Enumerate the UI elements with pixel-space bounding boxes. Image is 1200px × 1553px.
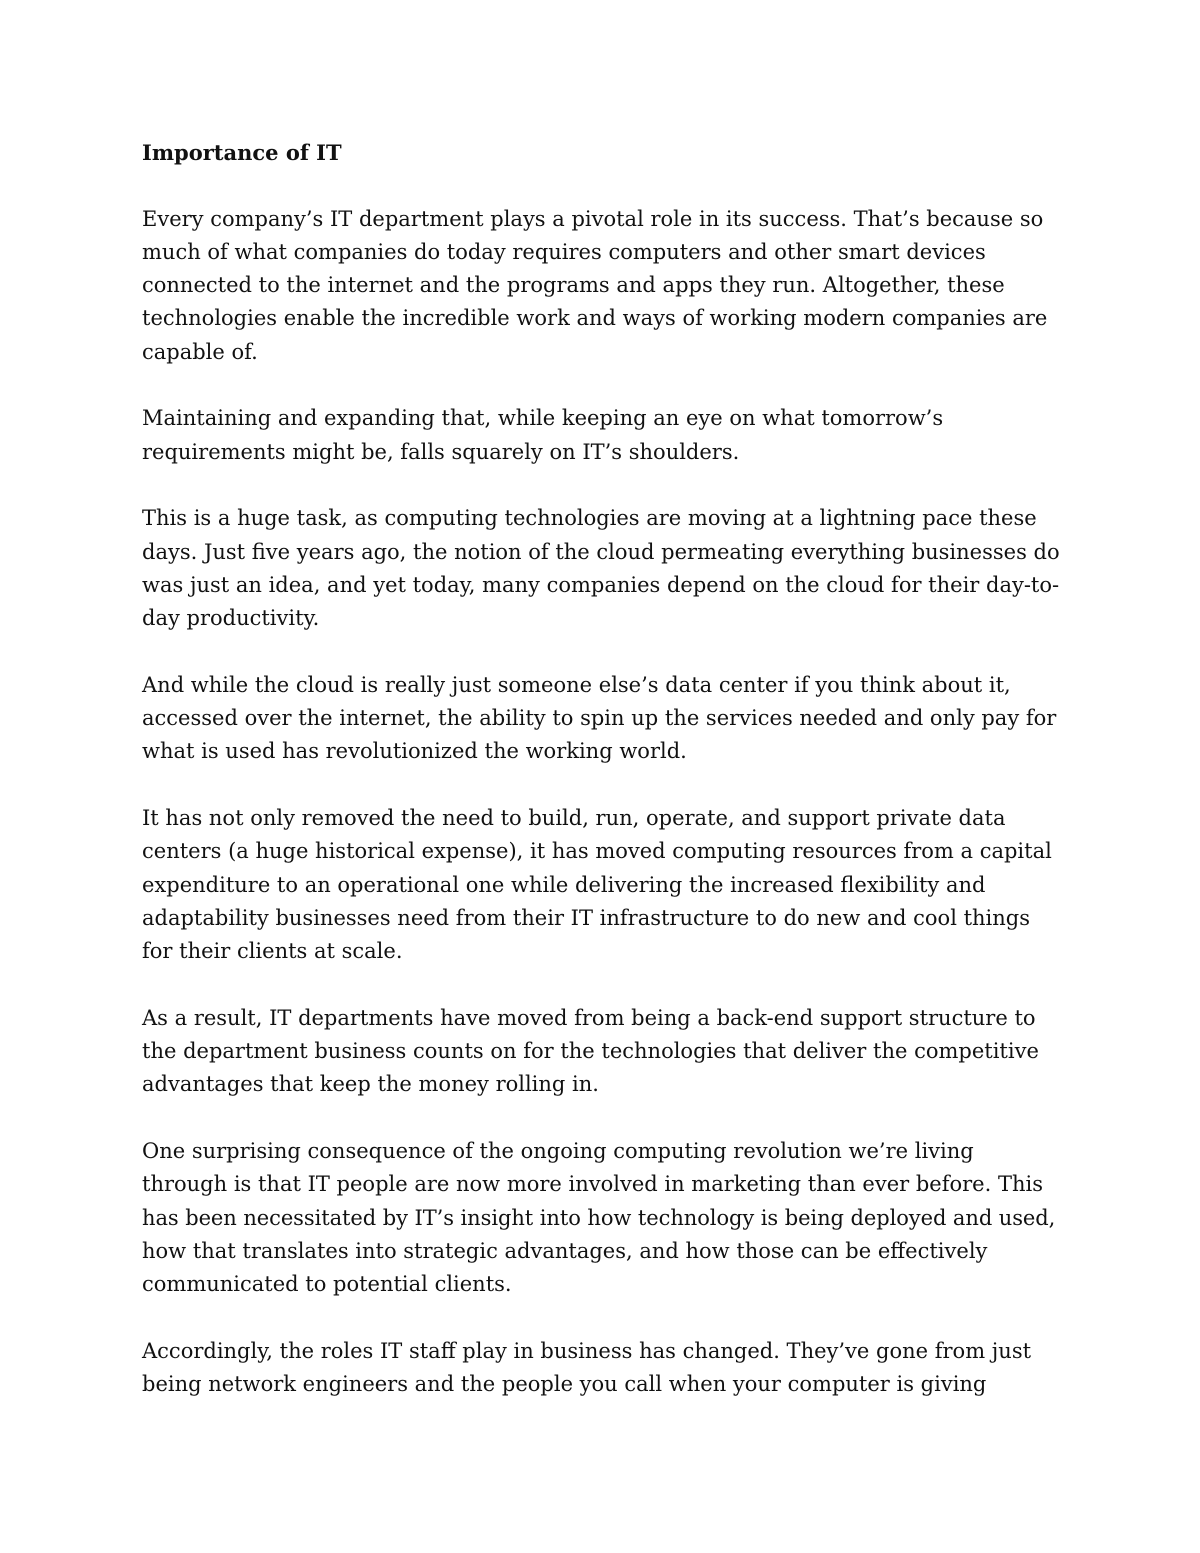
paragraph-gap: [142, 968, 1060, 1001]
text-line: advantages that keep the money rolling in.: [142, 1072, 599, 1097]
text-line: what is used has revolutionized the working world.: [142, 739, 687, 764]
text-line: Accordingly, the roles IT staff play in business has changed. They’ve gone from just: [142, 1338, 1032, 1363]
text-line: being network engineers and the people you call when your computer is giving: [142, 1371, 987, 1396]
paragraph-8: [142, 1335, 1060, 1402]
paragraph-gap: [142, 769, 1060, 802]
text-line: connected to the internet and the programs and apps they run. Altogether, these: [142, 273, 1005, 298]
paragraph-gap: [142, 635, 1060, 668]
text-line: through is that IT people are now more involved in marketing than ever before. This: [142, 1172, 1043, 1197]
paragraph-gap: [142, 169, 1060, 202]
text-line: technologies enable the incredible work and ways of working modern companies are: [142, 306, 1048, 331]
text-line: Maintaining and expanding that, while keeping an eye on what tomorrow’s: [142, 406, 944, 431]
text-line: As a result, IT departments have moved from being a back-end support structure to: [142, 1005, 1036, 1030]
text-line: day productivity.: [142, 606, 320, 631]
document-body: [142, 136, 1060, 1401]
text-line: Every company’s IT department plays a pivotal role in its success. That’s because so: [142, 206, 1044, 231]
text-line: how that translates into strategic advantages, and how those can be effectively: [142, 1238, 988, 1263]
text-line: days. Just five years ago, the notion of the cloud permeating everything businesses do: [142, 539, 1060, 564]
paragraph-2: [142, 402, 1060, 469]
paragraph-5: [142, 802, 1060, 968]
text-line: has been necessitated by IT’s insight into how technology is being deployed and used,: [142, 1205, 1056, 1230]
paragraph-6: [142, 1002, 1060, 1102]
text-line: capable of.: [142, 339, 258, 364]
paragraph-1: [142, 203, 1060, 369]
text-line: was just an idea, and yet today, many companies depend on the cloud for their day-to-: [142, 572, 1060, 597]
text-line: accessed over the internet, the ability to spin up the services needed and only pay for: [142, 706, 1057, 731]
text-line: And while the cloud is really just someone else’s data center if you think about it,: [142, 672, 1011, 697]
text-line: adaptability businesses need from their IT infrastructure to do new and cool things: [142, 905, 1031, 930]
paragraph-gap: [142, 369, 1060, 402]
paragraph-3: [142, 502, 1060, 635]
text-line: communicated to potential clients.: [142, 1272, 512, 1297]
text-line: for their clients at scale.: [142, 939, 403, 964]
paragraph-4: [142, 669, 1060, 769]
paragraph-gap: [142, 469, 1060, 502]
document-title: Importance of IT: [142, 140, 342, 165]
text-line: the department business counts on for the technologies that deliver the competitive: [142, 1039, 1039, 1064]
paragraph-7: [142, 1135, 1060, 1301]
text-line: much of what companies do today requires computers and other smart devices: [142, 239, 986, 264]
text-line: One surprising consequence of the ongoing computing revolution we’re living: [142, 1138, 974, 1163]
text-line: centers (a huge historical expense), it has moved computing resources from a capital: [142, 839, 1052, 864]
paragraph-gap: [142, 1301, 1060, 1334]
text-line: This is a huge task, as computing technologies are moving at a lightning pace these: [142, 506, 1037, 531]
text-line: requirements might be, falls squarely on IT’s shoulders.: [142, 439, 740, 464]
paragraph-gap: [142, 1102, 1060, 1135]
text-line: It has not only removed the need to build, run, operate, and support private data: [142, 805, 1006, 830]
text-line: expenditure to an operational one while delivering the increased flexibility and: [142, 872, 986, 897]
